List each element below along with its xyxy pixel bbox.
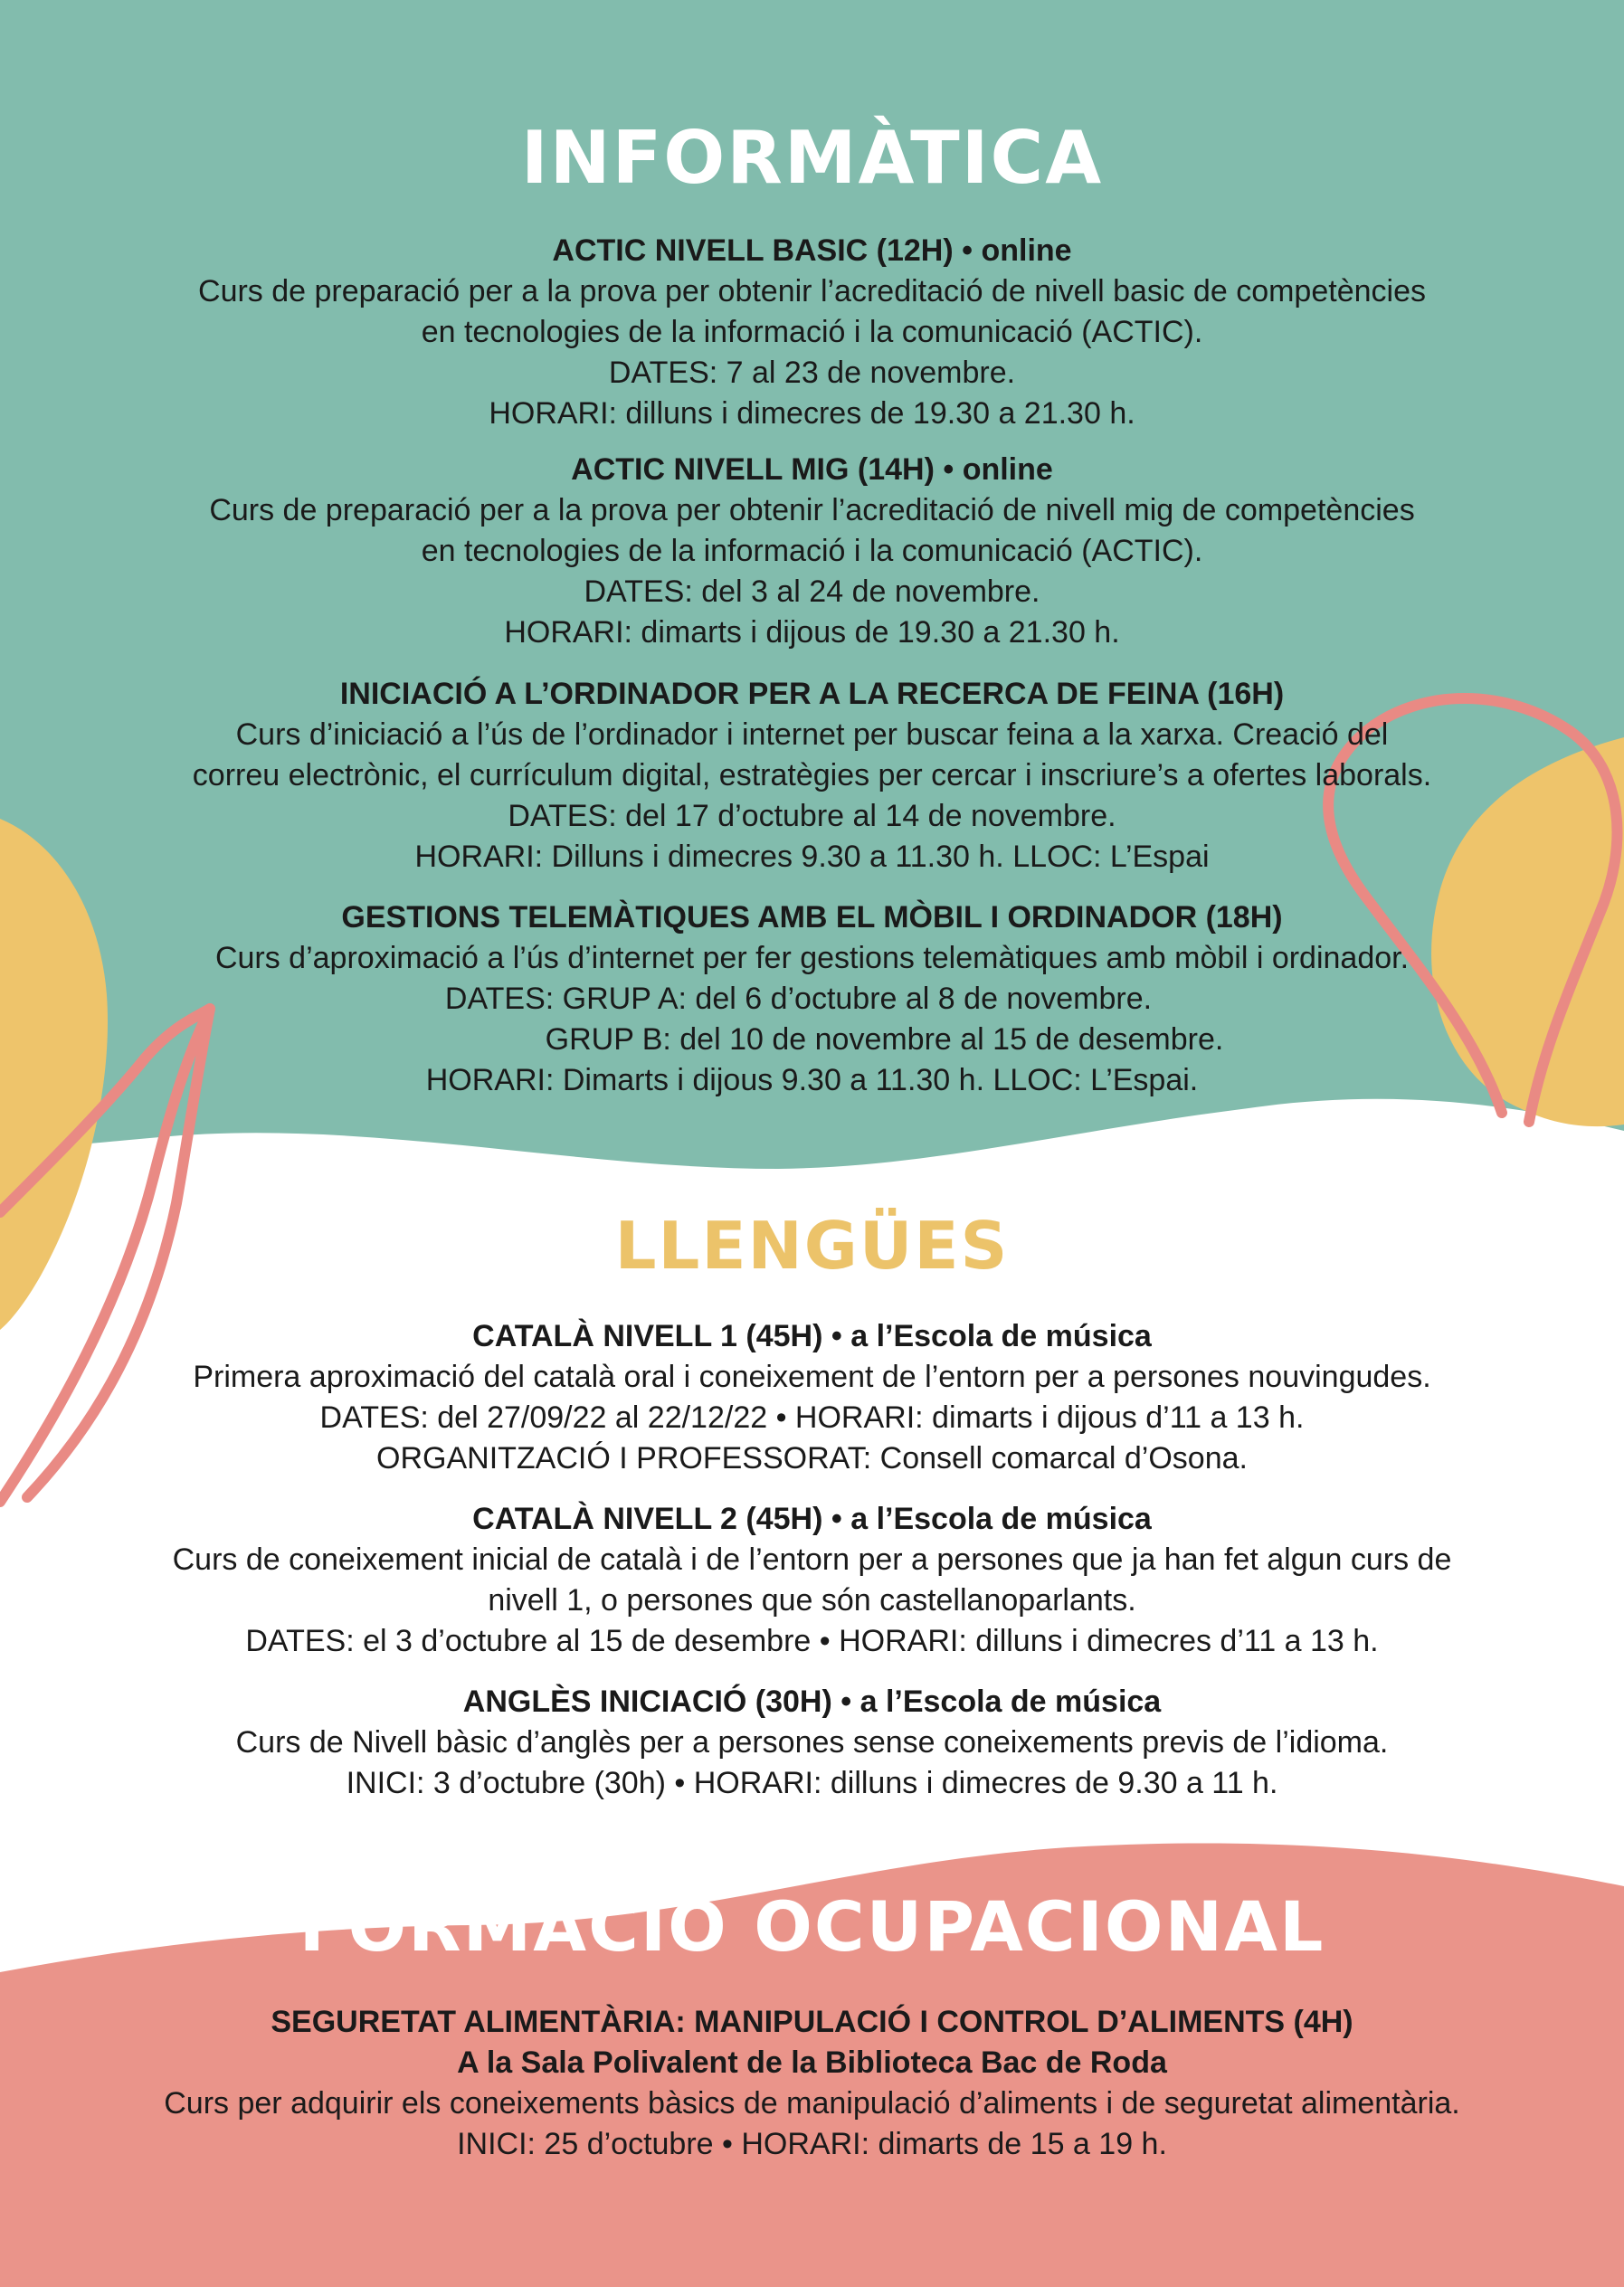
course-catala-1: [54, 1316, 1570, 1479]
course-dates: INICI: 3 d’octubre (30h) • HORARI: dilluns i dimecres de 9.30 a 11 h.: [346, 1766, 1278, 1800]
course-organization: ORGANITZACIÓ I PROFESSORAT: Consell comarcal d’Osona.: [376, 1441, 1248, 1476]
course-dates: DATES: del 3 al 24 de novembre.: [584, 574, 1040, 609]
course-heading: SEGURETAT ALIMENTÀRIA: MANIPULACIÓ I CONTROL D’ALIMENTS (4H): [271, 2005, 1353, 2039]
course-description: Curs d’aproximació a l’ús d’internet per fer gestions telemàtiques amb mòbil i ordinador.: [214, 941, 1410, 975]
course-dates: DATES: del 17 d’octubre al 14 de novembre.: [508, 799, 1116, 833]
course-location: A la Sala Polivalent de la Biblioteca Bac de Roda: [457, 2045, 1167, 2080]
course-description: Curs de Nivell bàsic d’anglès per a persones sense coneixements previs de l’idioma.: [235, 1725, 1389, 1760]
course-heading: ANGLÈS INICIACIÓ (30H) • a l’Escola de música: [462, 1684, 1162, 1719]
course-schedule: HORARI: Dilluns i dimecres 9.30 a 11.30 h. LLOC: L’Espai: [414, 840, 1210, 874]
section-title-informatica: INFORMÀTICA: [520, 116, 1104, 200]
course-seguretat-alimentaria: [54, 2002, 1570, 2165]
course-dates: GRUP B: del 10 de novembre al 15 de desembre.: [545, 1022, 1224, 1057]
course-description: Curs d’iniciació a l’ús de l’ordinador i internet per buscar feina a la xarxa. Creació del: [235, 717, 1389, 752]
course-dates: DATES: del 27/09/22 al 22/12/22 • HORARI: dimarts i dijous d’11 a 13 h.: [319, 1400, 1305, 1435]
course-heading: CATALÀ NIVELL 2 (45H) • a l’Escola de música: [472, 1502, 1152, 1536]
course-schedule: HORARI: dimarts i dijous de 19.30 a 21.30 h.: [504, 615, 1120, 650]
course-dates: DATES: el 3 d’octubre al 15 de desembre • HORARI: dilluns i dimecres d’11 a 13 h.: [245, 1624, 1379, 1658]
course-dates: DATES: 7 al 23 de novembre.: [608, 356, 1016, 390]
course-schedule: HORARI: dilluns i dimecres de 19.30 a 21.30 h.: [489, 396, 1135, 431]
course-description: en tecnologies de la informació i la comunicació (ACTIC).: [421, 534, 1203, 568]
course-description: Curs de coneixement inicial de català i de l’entorn per a persones que ja han fet algun curs de: [172, 1542, 1452, 1577]
course-actic-mig: [54, 450, 1570, 653]
course-description: Curs de preparació per a la prova per obtenir l’acreditació de nivell mig de competències: [209, 493, 1415, 527]
course-description: correu electrònic, el currículum digital, estratègies per cercar i inscriure’s a ofertes laborals.: [192, 758, 1432, 792]
course-actic-basic: [54, 231, 1570, 434]
course-description: Curs de preparació per a la prova per obtenir l’acreditació de nivell basic de competències: [198, 274, 1426, 308]
course-dates: INICI: 25 d’octubre • HORARI: dimarts de 15 a 19 h.: [457, 2127, 1167, 2161]
course-heading: CATALÀ NIVELL 1 (45H) • a l’Escola de música: [472, 1319, 1152, 1353]
section-title-llengues: LLENGÜES: [614, 1208, 1010, 1284]
course-heading: INICIACIÓ A L’ORDINADOR PER A LA RECERCA DE FEINA (16H): [339, 677, 1285, 711]
course-description: en tecnologies de la informació i la comunicació (ACTIC).: [421, 315, 1203, 349]
course-description: nivell 1, o persones que són castellanoparlants.: [488, 1583, 1136, 1618]
course-schedule: HORARI: Dimarts i dijous 9.30 a 11.30 h. LLOC: L’Espai.: [425, 1063, 1199, 1097]
section-title-formacio-ocupacional: FORMACIÓ OCUPACIONAL: [299, 1886, 1325, 1967]
course-dates: DATES: GRUP A: del 6 d’octubre al 8 de novembre.: [444, 982, 1153, 1016]
course-description: Primera aproximació del català oral i coneixement de l’entorn per a persones nouvingudes.: [193, 1360, 1431, 1394]
course-gestions-telematiques: [54, 897, 1570, 1101]
course-heading: ACTIC NIVELL MIG (14H) • online: [571, 452, 1053, 487]
course-angles-iniciacio: [54, 1682, 1570, 1804]
course-heading: ACTIC NIVELL BASIC (12H) • online: [552, 233, 1072, 268]
course-description: Curs per adquirir els coneixements bàsics de manipulació d’aliments i de seguretat alimentària.: [164, 2086, 1460, 2121]
course-iniciacio-ordinador: [54, 674, 1570, 878]
course-heading: GESTIONS TELEMÀTIQUES AMB EL MÒBIL I ORDINADOR (18H): [341, 900, 1283, 935]
course-catala-2: [54, 1499, 1570, 1662]
